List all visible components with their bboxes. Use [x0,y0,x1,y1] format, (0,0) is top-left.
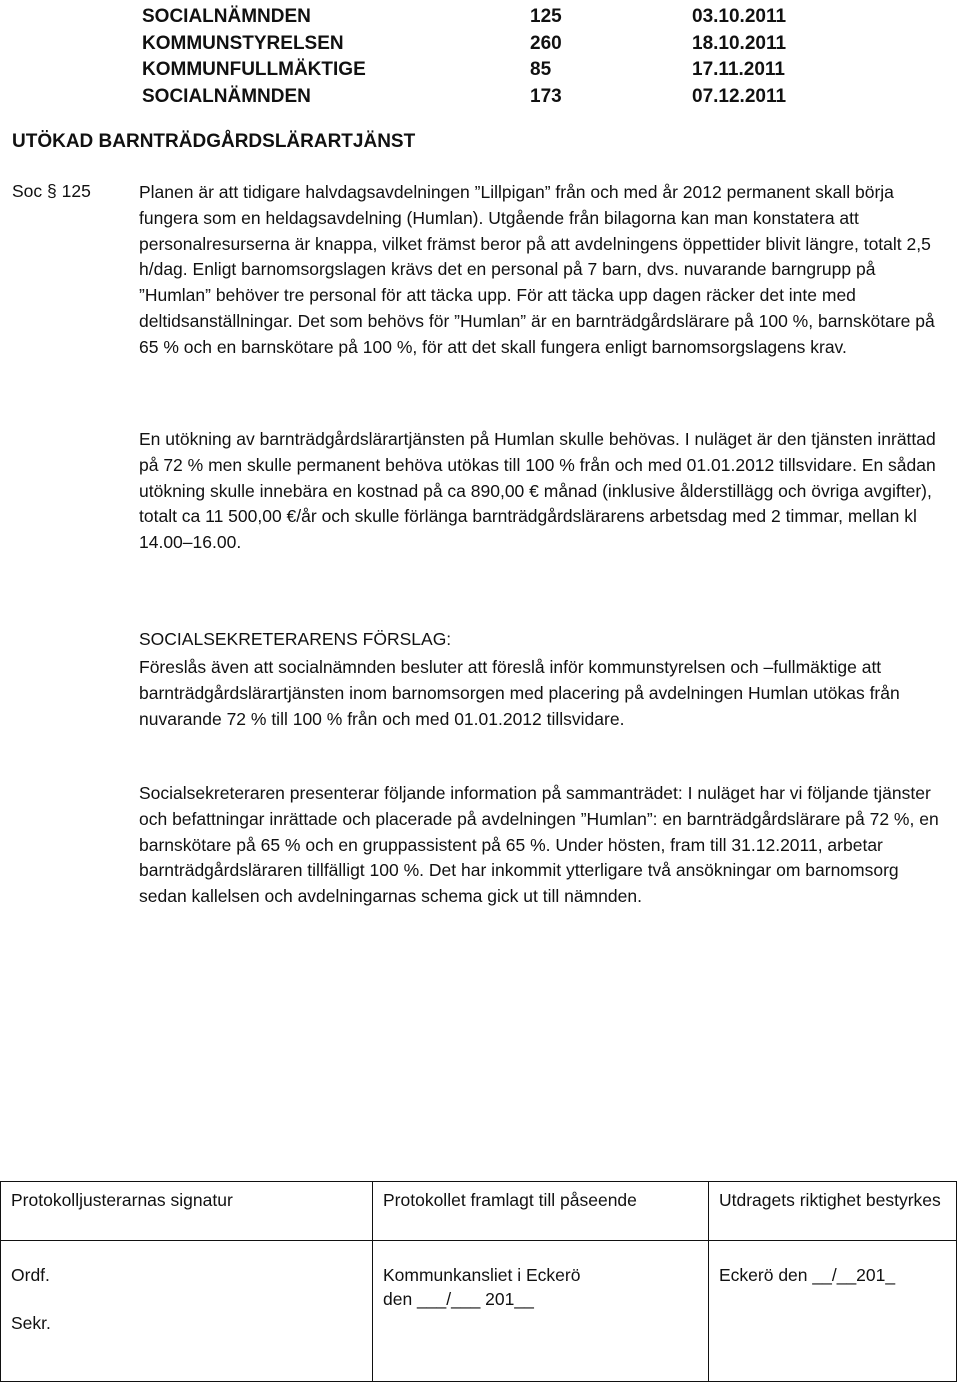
signature-table-header-row [1,1182,957,1241]
paragraph-proposal [139,655,951,732]
header-date: 07.12.2011 [692,85,787,107]
header-body: SOCIALNÄMNDEN [142,85,311,107]
section-reference: Soc § 125 [12,181,91,201]
header-number: 173 [530,85,562,107]
signature-cell [1,1241,373,1382]
header-date: 18.10.2011 [692,32,787,54]
header-date: 17.11.2011 [692,59,785,80]
header-body: KOMMUNFULLMÄKTIGE [142,59,366,80]
certification-header-cell: Utdragets riktighet bestyrkes [709,1182,957,1241]
signature-table [0,1181,957,1382]
paragraph-text: Planen är att tidigare halvdagsavdelningen ”Lillpigan” från och med år 2012 permanent skall börja fungera som en heldagsavdelning (Humlan). Utgående från bilagorna kan man konstatera att personalresurserna är knappa, vilket främst beror på att avdelningens öppettider blivit längre, totalt 2,5 h/dag. Enligt barnomsorgslagen krävs det en personal på 7 barn, dvs. nuvarande barngrupp på ”Humlan” behöver tre personal för att täcka upp. För att täcka upp dagen räcker det inte med deltidsanställningar. Det som behövs för ”Humlan” är en barnträdgårdslärare på 100 %, barnskötare på 65 % och en barnskötare på 100 %, för att det skall fungera enligt barnomsorgslagens krav. [139,182,935,357]
header-number: 260 [530,32,562,54]
display-cell [373,1241,709,1382]
paragraph-background [139,180,951,361]
paragraph-text: Socialsekreteraren presenterar följande information på sammanträdet: I nuläget har vi följande tjänster och befattningar inrättade och placerade på avdelningen ”Humlan”: en barnträdgårdslärare på 72 %, en barnskötare på 65 % och en gruppassistent på 65 %. Under hösten, fram till 31.12.2011, arbetar barnträdgårdsläraren tillfälligt 100 %. Det har inkommit ytterligare två ansökningar om barnomsorg sedan kallelsen och avdelningarnas schema gick ut till nämnden. [139,783,939,907]
proposal-heading: SOCIALSEKRETERARENS FÖRSLAG: [139,629,452,649]
certification-cell [709,1241,957,1382]
paragraph-information [139,781,951,910]
header-date: 03.10.2011 [692,6,787,27]
signature-header-cell: Protokolljusterarnas signatur [1,1182,373,1241]
header-body: SOCIALNÄMNDEN [142,6,311,27]
header-body: KOMMUNSTYRELSEN [142,32,344,54]
document-title: UTÖKAD BARNTRÄDGÅRDSLÄRARTJÄNST [12,131,416,152]
certification-date: Eckerö den __/__201_ [719,1265,896,1285]
display-date: den ___/___ 201__ [383,1289,534,1309]
paragraph-proposal-detail [139,427,951,556]
paragraph-text: En utökning av barnträdgårdslärartjänsten på Humlan skulle behövas. I nuläget är den tjänsten inrättad på 72 % men skulle permanent behöva utökas till 100 % från och med 01.01.2012 tillsvidare. En sådan utökning skulle innebära en kostnad på ca 890,00 € månad (inklusive ålderstillägg och övriga avgifter), totalt ca 11 500,00 €/år och skulle förlänga barnträdgårdslärarens arbetsdag med 2 timmar, mellan kl 14.00–16.00. [139,429,936,553]
secretary-label: Sekr. [11,1313,51,1333]
display-header-cell: Protokollet framlagt till påseende [373,1182,709,1241]
office-label: Kommunkansliet i Eckerö [383,1265,581,1285]
header-number: 85 [530,59,552,80]
chair-label: Ordf. [11,1265,50,1285]
header-number: 125 [530,6,562,27]
paragraph-text: Föreslås även att socialnämnden besluter att föreslå inför kommunstyrelsen och –fullmäktige att barnträdgårdslärartjänsten inom barnomsorgen med placering på avdelningen Humlan utökas från nuvarande 72 % till 100 % från och med 01.01.2012 tillsvidare. [139,657,900,729]
signature-table-body-row [1,1241,957,1382]
